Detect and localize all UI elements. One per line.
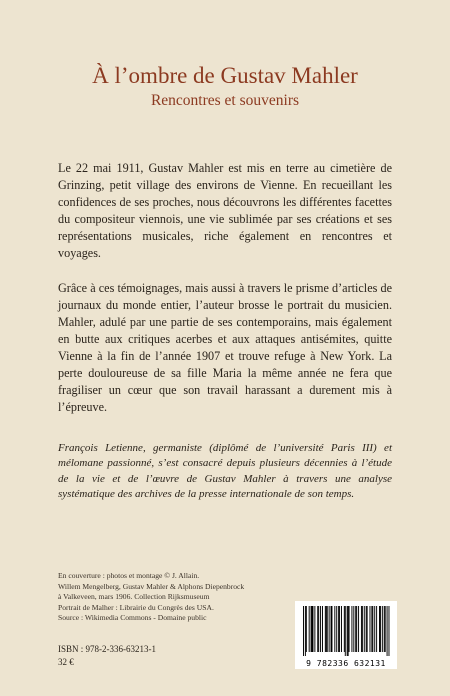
barcode-bar <box>370 606 371 652</box>
summary-paragraph: Le 22 mai 1911, Gustav Mahler est mis en terre au cimetière de Grinzing, petit village des environs de Vienne. En recueillant les confidences de ses proches, nous découvrons les différentes facettes du compositeur viennois, une vie sublimée par ses créations et ses représentations musicales, riche également en rencontres et voyages. <box>58 161 392 261</box>
barcode-bar <box>345 606 346 656</box>
barcode-bar <box>356 606 357 652</box>
barcode-bar <box>309 606 310 652</box>
barcode-bar <box>305 606 306 656</box>
credit-line: à Valkeveen, mars 1906. Collection Rijksmuseum <box>58 592 210 602</box>
author-bio <box>58 441 392 503</box>
barcode-bar <box>385 606 386 652</box>
barcode-bar <box>347 606 348 656</box>
barcode-bar <box>338 606 339 652</box>
barcode-bar <box>341 606 342 652</box>
barcode-bar <box>380 606 381 652</box>
barcode-bar <box>339 606 340 652</box>
summary <box>58 160 392 433</box>
barcode-bar <box>355 606 356 652</box>
barcode-bar <box>387 606 388 656</box>
barcode-bar <box>348 606 349 656</box>
summary-paragraph: Grâce à ces témoignages, mais aussi à travers le prisme d’articles de journaux du monde entier, l’auteur brosse le portrait du musicien. Mahler, adulé par une partie de ses contemporains, mais également en butte aux critiques acerbes et aux attaques antisémites, quitte Vienne à la fin de l’année 1907 et trouve refuge à New York. La perte douloureuse de sa fille Maria la même année ne fera que fragiliser un cœur que son travail harassant a durement mis à l’épreuve. <box>58 280 392 415</box>
barcode-bar <box>334 606 335 652</box>
author-bio-text: , germaniste (diplômé de l’université Paris III) et mélomane passionné, s’est consacré depuis plusieurs décennies à l’étude de la vie et de l’œuvre de Gustav Mahler à travers une analyse systématique des archives de la presse internationale de son temps. <box>58 442 392 501</box>
barcode-bar <box>344 606 345 652</box>
barcode-bar <box>384 606 385 652</box>
author-name: François Letienne <box>58 442 143 454</box>
barcode-bar <box>332 606 333 652</box>
barcode-bar <box>320 606 321 652</box>
barcode-bar <box>327 606 328 652</box>
barcode-bar <box>361 606 362 652</box>
credit-line: Portrait de Malher : Librairie du Congrès des USA. <box>58 602 214 612</box>
barcode-bar <box>303 606 304 656</box>
barcode-bar <box>379 606 380 652</box>
barcode-bar <box>362 606 363 652</box>
credit-line: Willem Mengelberg, Gustav Mahler & Alphons Diepenbrock <box>58 581 245 591</box>
barcode-bar <box>312 606 313 652</box>
barcode-bar <box>317 606 318 652</box>
barcode-bar <box>326 606 327 652</box>
barcode-bars <box>295 601 397 657</box>
barcode-bar <box>331 606 332 652</box>
barcode-digits: 9 782336 632131 <box>306 659 386 668</box>
header <box>0 62 450 110</box>
barcode-bar <box>382 606 383 652</box>
barcode-bar <box>313 606 314 652</box>
barcode-bar <box>366 606 367 652</box>
barcode-bar <box>336 606 337 652</box>
book-subtitle: Rencontres et souvenirs <box>150 92 300 109</box>
barcode-bar <box>306 606 307 652</box>
barcode-bar <box>367 606 368 652</box>
barcode-bar <box>389 606 390 656</box>
isbn-block <box>58 643 156 669</box>
barcode-bar <box>322 606 323 652</box>
cover-credits <box>58 571 288 624</box>
barcode-bar <box>376 606 377 652</box>
barcode-bar <box>349 606 350 652</box>
barcode-bar <box>325 606 326 652</box>
barcode-bar <box>371 606 372 652</box>
isbn-number: ISBN : 978-2-336-63213-1 <box>58 644 156 654</box>
barcode-bar <box>372 606 373 652</box>
barcode-bar <box>314 606 315 652</box>
barcode-bar <box>353 606 354 652</box>
barcode-bar <box>358 606 359 652</box>
price: 32 € <box>58 657 74 667</box>
barcode-bar <box>374 606 375 652</box>
book-title: À l’ombre de Gustav Mahler <box>92 63 358 88</box>
credit-line: En couverture : photos et montage © J. Allain. <box>58 571 200 580</box>
barcode-bar <box>311 606 312 652</box>
barcode-bar <box>351 606 352 652</box>
credit-line: Source : Wikimedia Commons - Domaine public <box>58 613 207 623</box>
barcode-bar <box>318 606 319 652</box>
barcode-bar <box>329 606 330 652</box>
barcode <box>295 601 397 669</box>
barcode-bar <box>364 606 365 652</box>
